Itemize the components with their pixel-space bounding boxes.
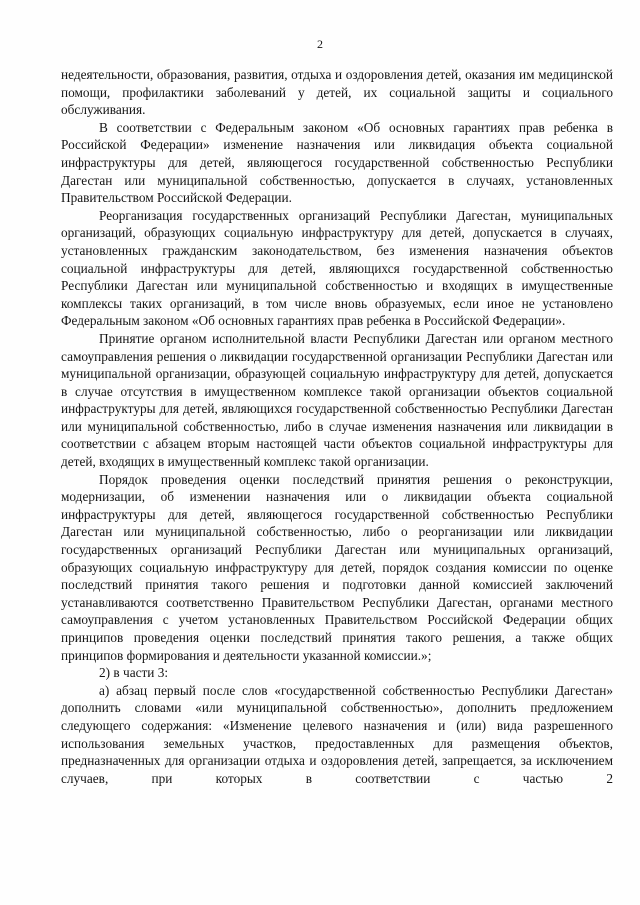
document-body: [61, 66, 613, 787]
paragraph-reorganization: Реорганизация государственных организаций Республики Дагестан, муниципальных организаций, образующих социальную инфраструктуру для детей, допускается в случаях, установленных гражданским законодательством, без изменения назначения объектов социальной инфраструктуры для детей, являющихся государственной собственностью Республики Дагестан или муниципальной собственностью и входящих в имущественные комплексы таких организаций, в том числе вновь образуемых, если иное не установлено Федеральным законом «Об основных гарантиях прав ребенка в Российской Федерации».: [61, 207, 613, 329]
page-number: 2: [317, 37, 323, 51]
paragraph-continuation: недеятельности, образования, развития, отдыха и оздоровления детей, оказания им медицинской помощи, профилактики заболеваний у детей, их социальной защиты и социального обслуживания.: [61, 67, 613, 118]
paragraph-part-3-heading: 2) в части 3:: [99, 665, 169, 681]
paragraph-liquidation-decision: Принятие органом исполнительной власти Республики Дагестан или органом местного самоуправления решения о ликвидации государственной организации Республики Дагестан или муниципальной организации, образующей социальную инфраструктуру для детей, допускается в случае отсутствия в имущественном комплексе такой организации объектов социальной инфраструктуры для детей, являющихся государственной собственностью Республики Дагестан или муниципальной собственностью, либо в случае изменения назначения или ликвидации в соответствии с абзацем вторым настоящей части объектов социальной инфраструктуры для детей, входящих в имущественный комплекс такой организации.: [61, 330, 613, 470]
paragraph-assessment-procedure: Порядок проведения оценки последствий принятия решения о реконструкции, модернизации, об изменении назначения или о ликвидации объекта социальной инфраструктуры для детей, являющегося государственной собственностью Республики Дагестан или муниципальной собственностью, либо о реорганизации или ликвидации государственных организаций Республики Дагестан или муниципальных организаций, образующих социальную инфраструктуру для детей, порядок создания комиссии по оценке последствий принятия такого решения и подготовки данной комиссией заключений устанавливаются соответственно Правительством Республики Дагестан, органами местного самоуправления с учетом установленных Правительством Российской Федерации общих принципов проведения оценки последствий принятия такого решения, а также общих принципов формирования и деятельности указанной комиссии.»;: [61, 471, 613, 663]
paragraph-amendment-a: а) абзац первый после слов «государственной собственностью Республики Дагестан» дополнить словами «или муниципальной собственностью», дополнить предложением следующего содержания: «Изменение целевого назначения и (или) вида разрешенного использования земельных участков, предоставленных для размещения объектов, предназначенных для организации отдыха и оздоровления детей, запрещается, за исключением случаев, при которых в соответствии с частью 2: [61, 682, 613, 786]
paragraph-federal-law-reference: В соответствии с Федеральным законом «Об основных гарантиях прав ребенка в Российской Федерации» изменение назначения или ликвидация объекта социальной инфраструктуры для детей, являющегося государственной собственностью Республики Дагестан или муниципальной собственностью, допускается в случаях, установленных Правительством Российской Федерации.: [61, 119, 613, 206]
